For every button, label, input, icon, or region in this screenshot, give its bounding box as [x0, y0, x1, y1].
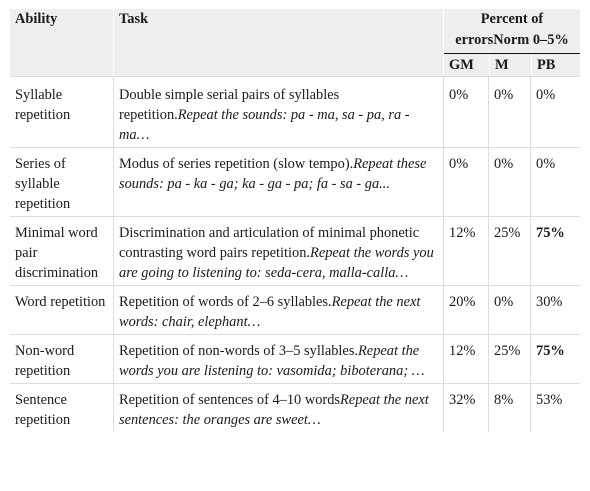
- results-table-container: [10, 9, 580, 432]
- table-row: [10, 147, 580, 216]
- header-pb: PB: [531, 54, 580, 76]
- task-example: Repeat the next sentences: the oranges are sweet…: [119, 392, 429, 428]
- pb-cell: 53%: [531, 383, 580, 432]
- header-percent-line2: errorsNorm 0–5%: [455, 32, 569, 48]
- header-percent-line1: Percent of: [480, 11, 544, 27]
- task-text: Repetition of sentences of 4–10 words: [119, 392, 341, 408]
- gm-cell: 32%: [444, 383, 489, 432]
- gm-cell: 12%: [444, 216, 489, 285]
- task-text: Discrimination and articulation of minimal phonetic contrasting word pairs repetition.: [119, 225, 420, 261]
- table-row: [10, 334, 580, 383]
- header-percent: [444, 9, 580, 54]
- gm-cell: 20%: [444, 285, 489, 334]
- table-body: [10, 76, 580, 432]
- task-cell: [114, 216, 444, 285]
- m-cell: 0%: [489, 147, 531, 216]
- task-text: Double simple serial pairs of syllables repetition.: [119, 87, 340, 123]
- m-cell: 0%: [489, 285, 531, 334]
- gm-cell: 0%: [444, 76, 489, 147]
- table-header: [10, 9, 580, 76]
- ability-cell: Word repetition: [10, 285, 114, 334]
- m-cell: 8%: [489, 383, 531, 432]
- task-example: Repeat the sounds: pa - ma, sa - pa, ra - ma…: [119, 107, 410, 143]
- results-table: [10, 9, 580, 432]
- task-cell: [114, 383, 444, 432]
- pb-cell: 75%: [531, 216, 580, 285]
- header-row-top: [10, 9, 580, 54]
- task-text: Modus of series repetition (slow tempo).: [119, 156, 354, 172]
- task-cell: [114, 334, 444, 383]
- m-cell: 25%: [489, 216, 531, 285]
- header-m: M: [489, 54, 531, 76]
- ability-cell: Non-word repetition: [10, 334, 114, 383]
- ability-cell: Minimal word pair discrimination: [10, 216, 114, 285]
- pb-cell: 0%: [531, 76, 580, 147]
- table-row: [10, 216, 580, 285]
- task-cell: [114, 76, 444, 147]
- pb-cell: 75%: [531, 334, 580, 383]
- task-example: Repeat the words you are going to listening to: seda-cera, malla-calla…: [119, 245, 434, 281]
- ability-cell: Sentence repetition: [10, 383, 114, 432]
- table-row: [10, 285, 580, 334]
- task-example: Repeat the words you are listening to: vasomida; biboterana; …: [119, 343, 425, 379]
- task-example: Repeat these sounds: pa - ka - ga; ka - ga - pa; fa - sa - ga...: [119, 156, 427, 192]
- m-cell: 0%: [489, 76, 531, 147]
- header-ability: Ability: [10, 9, 114, 76]
- task-text: Repetition of non-words of 3–5 syllables.: [119, 343, 359, 359]
- header-gm: GM: [444, 54, 489, 76]
- pb-cell: 0%: [531, 147, 580, 216]
- table-row: [10, 76, 580, 147]
- task-example: Repeat the next words: chair, elephant…: [119, 294, 421, 330]
- task-text: Repetition of words of 2–6 syllables.: [119, 294, 332, 310]
- task-cell: [114, 285, 444, 334]
- table-row: [10, 383, 580, 432]
- header-task: Task: [114, 9, 444, 76]
- ability-cell: Series of syllable repetition: [10, 147, 114, 216]
- task-cell: [114, 147, 444, 216]
- m-cell: 25%: [489, 334, 531, 383]
- gm-cell: 0%: [444, 147, 489, 216]
- ability-cell: Syllable repetition: [10, 76, 114, 147]
- pb-cell: 30%: [531, 285, 580, 334]
- gm-cell: 12%: [444, 334, 489, 383]
